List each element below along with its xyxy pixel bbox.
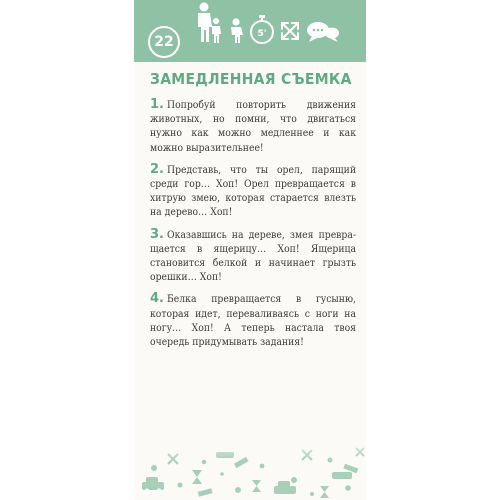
page-number-badge: 22 (148, 26, 180, 58)
steps-list (150, 98, 356, 357)
adult-child-icon (194, 2, 222, 44)
step-text: Оказавшись на дереве, змея превращается в ящерицу… Хоп! Ящерица становится белкой и начинает грызть орешки… Хоп! (150, 228, 356, 284)
step-1 (150, 98, 356, 155)
speech-bubbles-icon (306, 20, 340, 44)
step-number: 2. (150, 161, 164, 177)
step-4 (150, 292, 356, 349)
step-number: 3. (150, 226, 164, 242)
stopwatch-label: 5' (257, 29, 267, 39)
child-icon (228, 18, 244, 44)
step-number: 4. (150, 291, 164, 307)
decorative-pattern (134, 430, 366, 500)
stopwatch-icon (249, 14, 275, 46)
arrows-icon (279, 20, 301, 42)
step-text: Попробуй повторить движения животных, но помни, что двигаться нужно как можно медленнее и как можно выразительнее! (150, 99, 356, 154)
step-number: 1. (150, 97, 164, 112)
step-3 (150, 228, 356, 285)
step-text: Белка превращается в гусыню, которая идет, переваливаясь с ноги на ногу… Хоп! А теперь настала твоя очередь придумывать задания! (150, 293, 356, 349)
page-header (134, 0, 366, 62)
page-title: ЗАМЕДЛЕННАЯ СЪЕМКА (150, 70, 352, 88)
step-text: Представь, что ты орел, парящий среди гор… Хоп! Орел превращается в хитрую змею, которая старается влезть на дерево… Хоп! (150, 163, 356, 219)
step-2 (150, 163, 356, 220)
page-card (134, 0, 366, 500)
